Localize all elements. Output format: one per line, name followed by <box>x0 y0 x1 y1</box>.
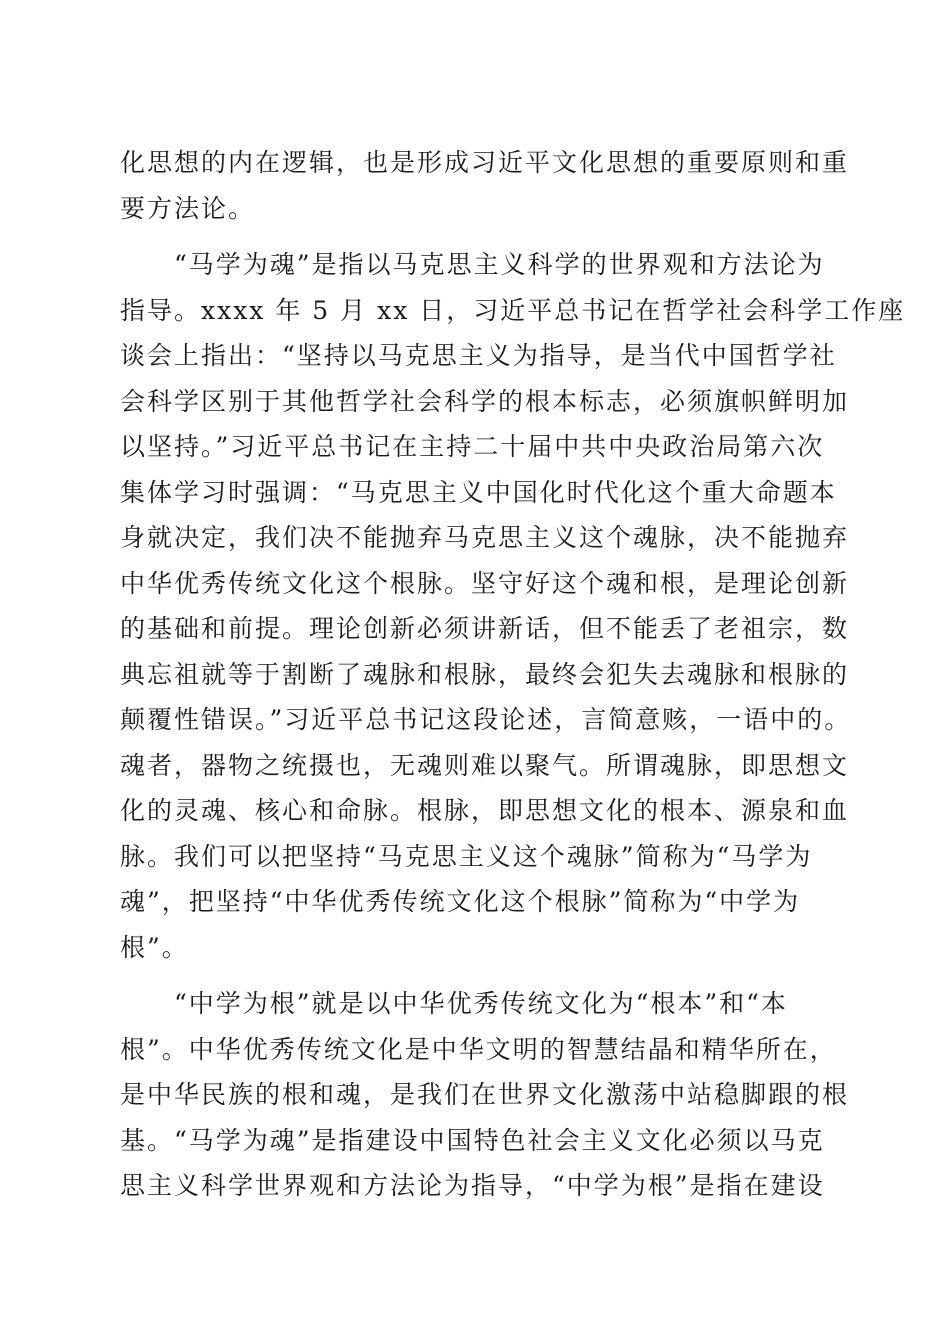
text-line: 以坚持。”习近平总书记在主持二十届中共中央政治局第六次 <box>120 432 825 461</box>
text-line: 会科学区别于其他哲学社会科学的根本标志，必须旗帜鲜明加 <box>120 386 850 416</box>
text-line: 中华优秀传统文化这个根脉。坚守好这个魂和根，是理论创新 <box>120 568 850 598</box>
text-line: 根”。 <box>120 932 189 962</box>
text-line: 集体学习时强调：“马克思主义中国化时代化这个重大命题本 <box>120 477 837 507</box>
text-line: 是中华民族的根和魂，是我们在世界文化激荡中站稳脚跟的根 <box>120 1080 850 1109</box>
text-line: 谈会上指出：“坚持以马克思主义为指导，是当代中国哲学社 <box>120 341 837 370</box>
text-line: 身就决定，我们决不能抛弃马克思主义这个魂脉，决不能抛弃 <box>120 523 850 552</box>
text-line: 指导。xxxx 年 5 月 xx 日，习近平总书记在哲学社会科学工作座 <box>120 295 906 325</box>
text-line: 化思想的内在逻辑，也是形成习近平文化思想的重要原则和重 <box>120 148 850 177</box>
text-line: 典忘祖就等于割断了魂脉和根脉，最终会犯失去魂脉和根脉的 <box>120 659 850 689</box>
body-text <box>120 140 906 1209</box>
text-line: 颠覆性错误。”习近平总书记这段论述，言简意赅，一语中的。 <box>120 705 852 734</box>
text-line: 的基础和前提。理论创新必须讲新话，但不能丢了老祖宗，数 <box>120 614 850 643</box>
text-line: 思主义科学世界观和方法论为指导，“中学为根”是指在建设 <box>120 1171 825 1200</box>
text-line: 魂”，把坚持“中华优秀传统文化这个根脉”简称为“中学为 <box>120 887 801 916</box>
text-line: 脉。我们可以把坚持“马克思主义这个魂脉”简称为“马学为 <box>120 841 813 871</box>
text-line: 要方法论。 <box>120 193 256 223</box>
paragraph-start-line: “马学为魂”是指以马克思主义科学的世界观和方法论为 <box>120 250 825 279</box>
text-line: 根”。中华优秀传统文化是中华文明的智慧结晶和精华所在， <box>120 1034 837 1064</box>
text-line: 魂者，器物之统摄也，无魂则难以聚气。所谓魂脉，即思想文 <box>120 750 850 780</box>
text-line: 基。“马学为魂”是指建设中国特色社会主义文化必须以马克 <box>120 1125 825 1155</box>
text-line: 化的灵魂、核心和命脉。根脉，即思想文化的根本、源泉和血 <box>120 796 850 825</box>
paragraph-start-line: “中学为根”就是以中华优秀传统文化为“根本”和“本 <box>120 989 788 1018</box>
